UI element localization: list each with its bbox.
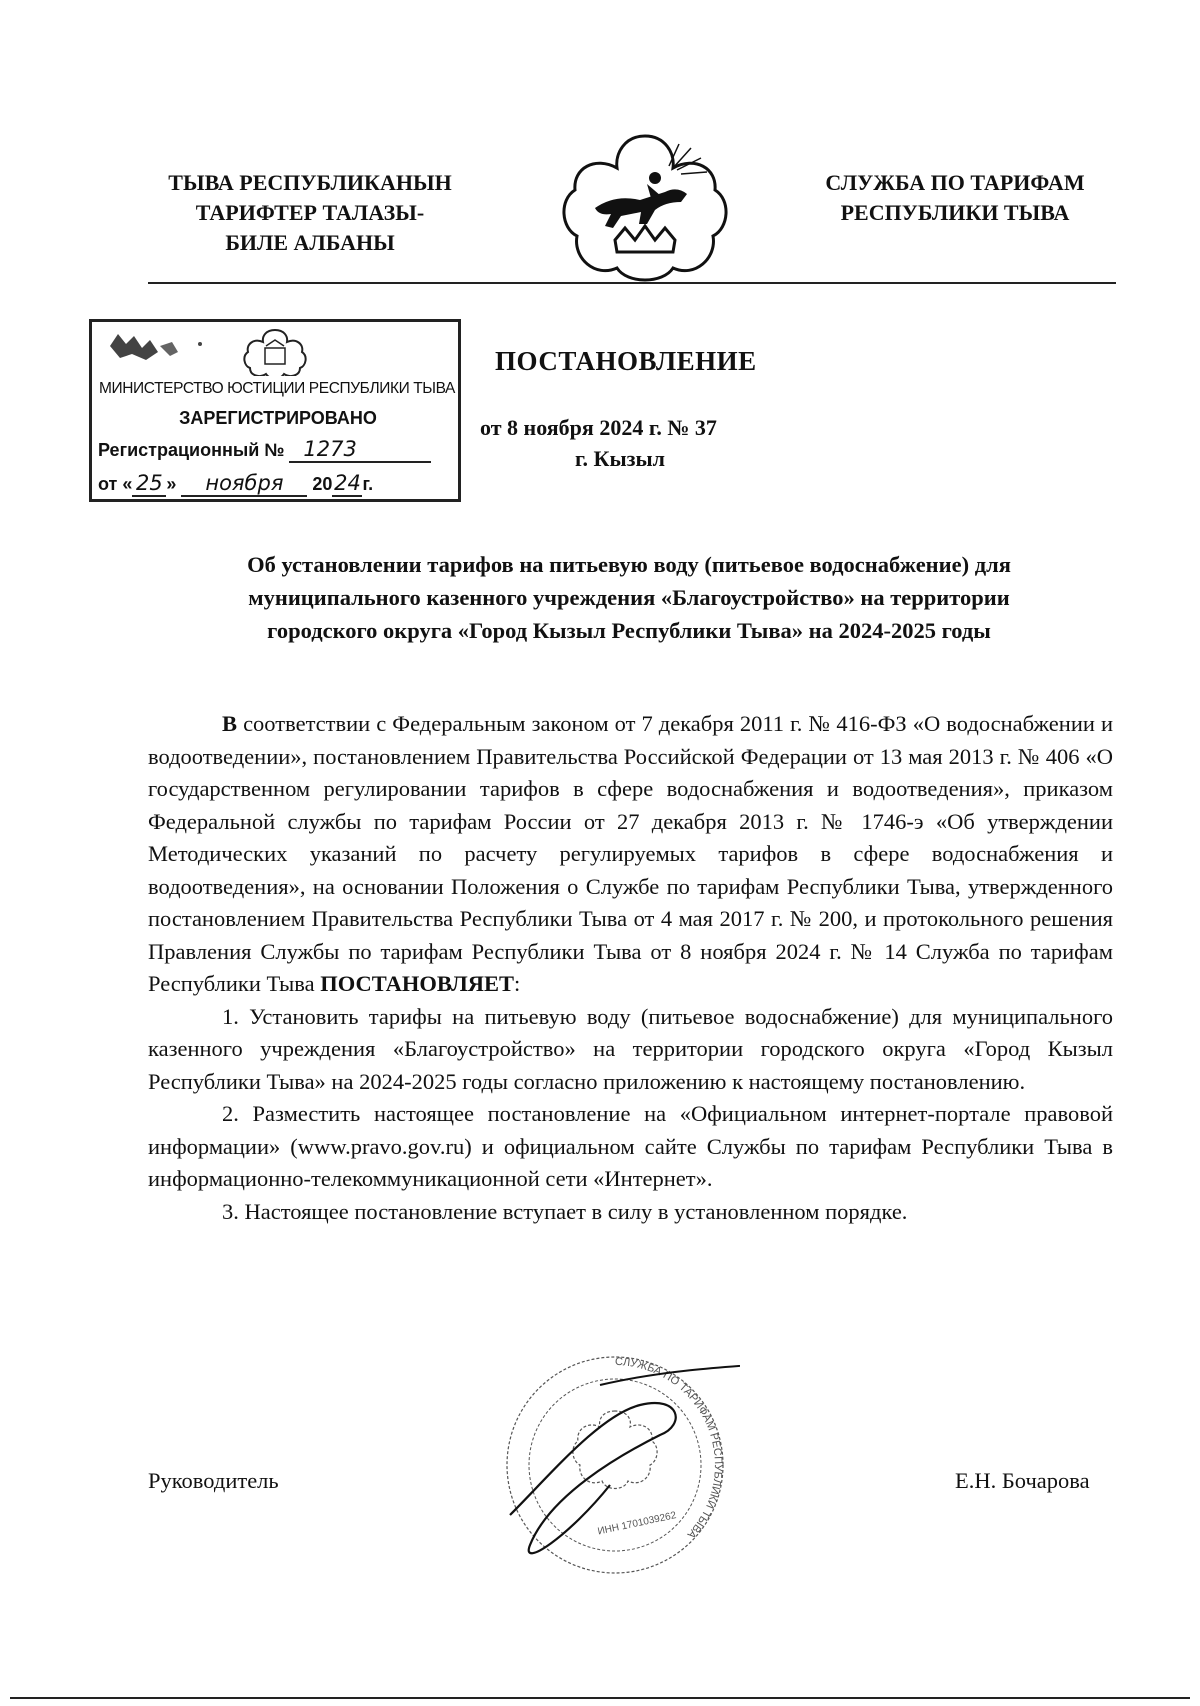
document-subject [145, 548, 1113, 647]
subject-line-3: городского округа «Город Кызыл Республики Тыва» на 2024-2025 годы [267, 618, 991, 643]
stamp-year-unit: г. [362, 474, 374, 494]
preamble-text: соответствии с Федеральным законом от 7 декабря 2011 г. № 416-ФЗ «О водоснабжении и водоотведении», постановлением Правительства Российской Федерации от 13 мая 2013 г. № 406 «О государственном регулировании тарифов в сфере водоснабжения и водоотведения», приказом Федеральной службы по тарифам России от 27 декабря 2013 г. № 1746-э «Об утверждении Методических указаний по расчету регулируемых тарифов в сфере водоснабжения и водоотведения», на основании Положения о Службе по тарифам Республики Тыва, утвержденного постановлением Правительства Республики Тыва от 4 мая 2017 г. № 200, и протокольного решения Правления Службы по тарифам Республики Тыва от 8 ноября 2024 г. № 14 Служба по тарифам Республики Тыва [148, 711, 1113, 996]
official-seal-icon [490, 1345, 740, 1590]
left-org-line-3: БИЛЕ АЛБАНЫ [225, 230, 395, 255]
header-divider [148, 282, 1116, 284]
left-org-line-1: ТЫВА РЕСПУБЛИКАНЫН [168, 170, 452, 195]
right-organization-name [800, 168, 1110, 228]
tuva-coat-of-arms-icon [555, 128, 735, 283]
stamp-from-label: от « [98, 474, 133, 494]
subject-line-2: муниципального казенного учреждения «Благоустройство» на территории [248, 585, 1010, 610]
document-body [148, 708, 1113, 1228]
decree-colon: : [514, 971, 521, 996]
registration-stamp [89, 319, 461, 502]
right-org-line-2: РЕСПУБЛИКИ ТЫВА [840, 200, 1070, 225]
stamp-ministry-name: МИНИСТЕРСТВО ЮСТИЦИИ РЕСПУБЛИКИ ТЫВА [99, 380, 455, 397]
ministry-emblem-icon [100, 324, 450, 376]
preamble-paragraph [148, 708, 1113, 1001]
subject-line-1: Об установлении тарифов на питьевую воду (питьевое водоснабжение) для [247, 552, 1011, 577]
stamp-reg-number: 1273 [289, 437, 431, 463]
decree-word: ПОСТАНОВЛЯЕТ [320, 971, 515, 996]
stamp-year-prefix: 20 [312, 474, 333, 494]
document-date-number: от 8 ноября 2024 г. № 37 [480, 415, 717, 440]
stamp-registration-number-row [98, 437, 458, 463]
stamp-date-row [98, 471, 458, 497]
preamble-first-word: В [222, 711, 238, 736]
page-bottom-edge [10, 1697, 1190, 1699]
seal-outer-text: СЛУЖБА ПО ТАРИФАМ РЕСПУБЛИКИ ТЫВА [614, 1355, 725, 1541]
stamp-reg-label: Регистрационный № [98, 440, 285, 460]
stamp-day-close: » [166, 474, 177, 494]
item-2: 2. Разместить настоящее постановление на «Официальном интернет-портале правовой информации» (www.pravo.gov.ru) и официальном сайте Службы по тарифам Республики Тыва в информационно-телекоммуникационной сети «Интернет». [148, 1101, 1113, 1191]
stamp-year-suffix: 24 [334, 471, 361, 495]
left-organization-name [145, 168, 475, 258]
right-org-line-1: СЛУЖБА ПО ТАРИФАМ [825, 170, 1085, 195]
document-city: г. Кызыл [575, 446, 665, 471]
left-org-line-2: ТАРИФТЕР ТАЛАЗЫ- [195, 200, 425, 225]
document-type: ПОСТАНОВЛЕНИЕ [495, 346, 757, 376]
stamp-status: ЗАРЕГИСТРИРОВАНО [179, 408, 377, 428]
stamp-month: ноября [181, 471, 307, 497]
stamp-day: 25 [132, 471, 166, 497]
signatory-name: Е.Н. Бочарова [955, 1468, 1090, 1493]
item-1: 1. Установить тарифы на питьевую воду (питьевое водоснабжение) для муниципального казенного учреждения «Благоустройство» на территории городского округа «Город Кызыл Республики Тыва» на 2024-2025 годы согласно приложению к настоящему постановлению. [148, 1003, 1113, 1094]
seal-inn: ИНН 1701039262 [596, 1510, 678, 1538]
signatory-title: Руководитель [148, 1468, 279, 1493]
item-3: 3. Настоящее постановление вступает в силу в установленном порядке. [222, 1198, 908, 1224]
